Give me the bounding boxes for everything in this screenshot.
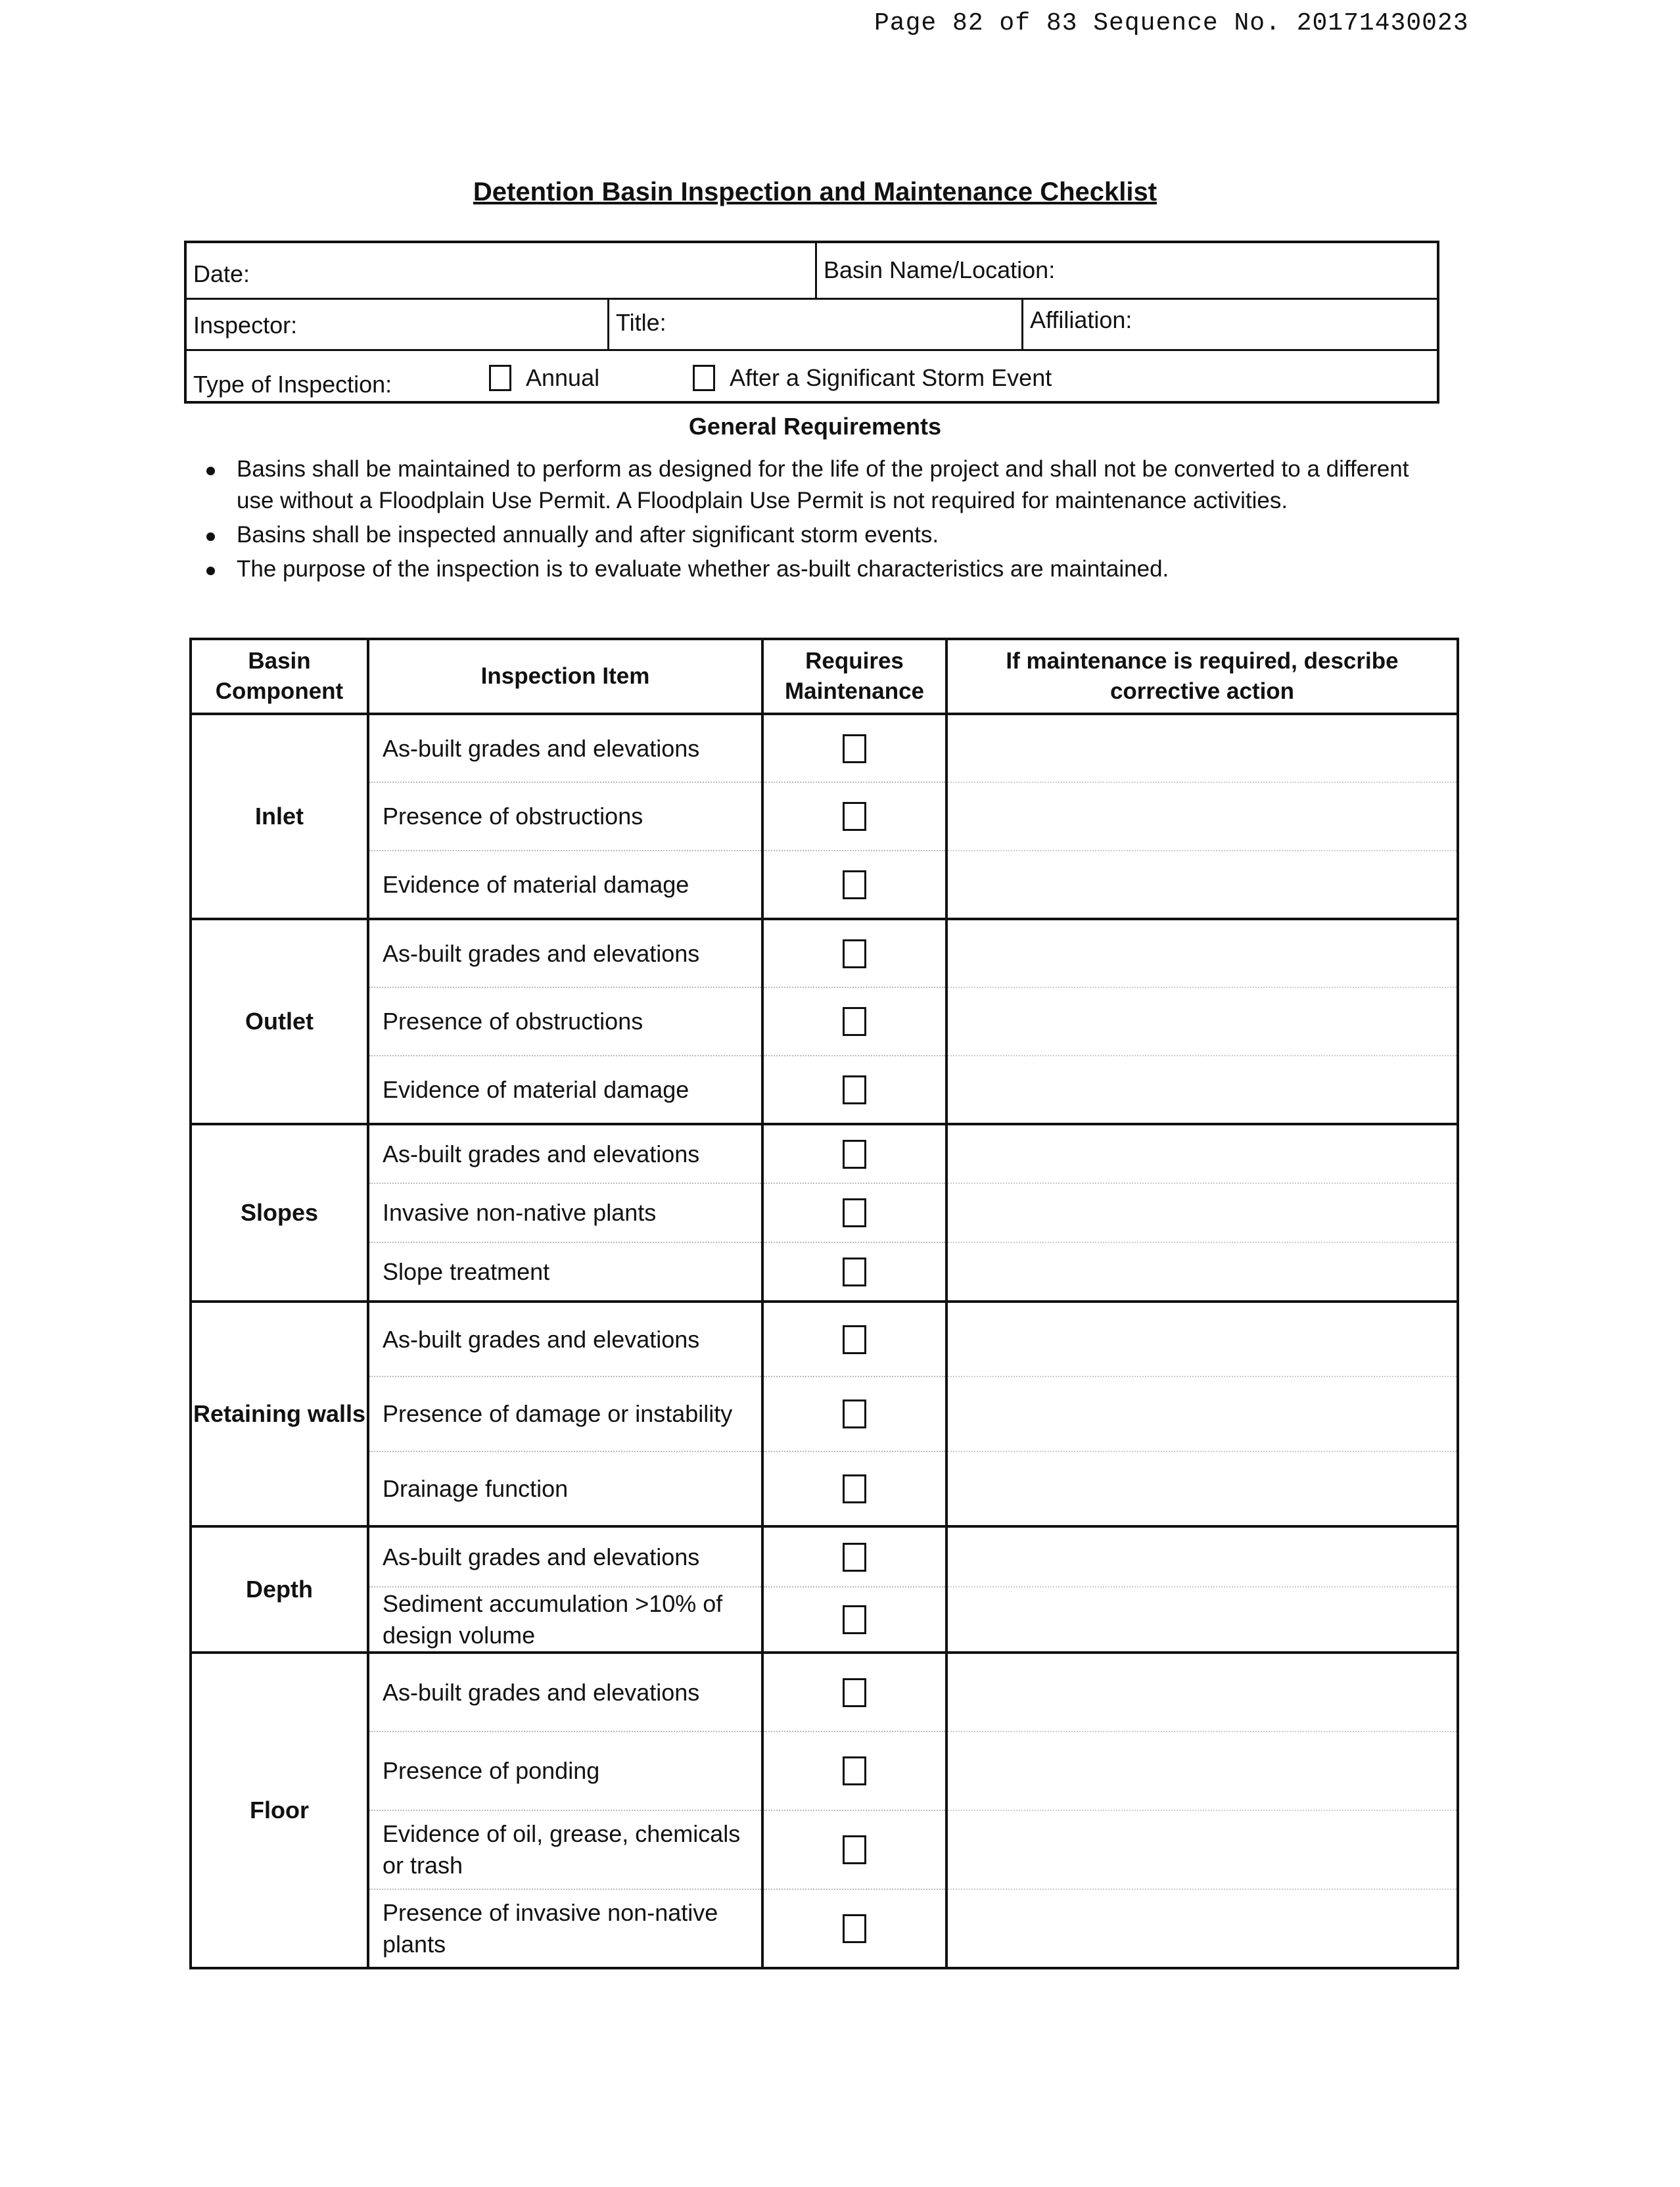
storm-event-label: After a Significant Storm Event bbox=[730, 364, 1052, 392]
corrective-action-field[interactable] bbox=[946, 1242, 1458, 1302]
maintenance-cell bbox=[762, 851, 946, 919]
corrective-action-field[interactable] bbox=[946, 1526, 1458, 1587]
inspection-item: Presence of obstructions bbox=[368, 782, 762, 851]
requires-maintenance-checkbox[interactable] bbox=[843, 1258, 866, 1286]
corrective-action-field[interactable] bbox=[946, 919, 1458, 987]
header-basin-component: Basin Component bbox=[191, 639, 368, 714]
maintenance-cell bbox=[762, 1242, 946, 1302]
basin-location-field[interactable] bbox=[815, 243, 1437, 298]
header-inspection-item: Inspection Item bbox=[368, 639, 762, 714]
title-label: Title: bbox=[616, 309, 666, 336]
table-row bbox=[191, 1731, 1458, 1810]
requires-maintenance-checkbox[interactable] bbox=[843, 802, 866, 831]
requirement-item: Basins shall be maintained to perform as designed for the life of the project and shall not be converted to a different use without a Floodplain Use Permit. A Floodplain Use Permit is not required for maintenance activities. bbox=[197, 454, 1433, 517]
page-title: Detention Basin Inspection and Maintenance Checklist bbox=[473, 177, 1157, 206]
corrective-action-field[interactable] bbox=[946, 1124, 1458, 1183]
inspection-item: Evidence of oil, grease, chemicals or trash bbox=[368, 1810, 762, 1889]
inspection-item: Presence of ponding bbox=[368, 1731, 762, 1810]
header-requires-maintenance: Requires Maintenance bbox=[762, 639, 946, 714]
requirement-item: The purpose of the inspection is to evaluate whether as-built characteristics are maintained. bbox=[197, 553, 1433, 585]
corrective-action-field[interactable] bbox=[946, 1653, 1458, 1731]
maintenance-cell bbox=[762, 714, 946, 782]
general-requirements-heading: General Requirements bbox=[688, 413, 942, 440]
maintenance-cell bbox=[762, 1183, 946, 1242]
date-field[interactable] bbox=[187, 243, 815, 298]
requires-maintenance-checkbox[interactable] bbox=[843, 939, 866, 968]
table-row bbox=[191, 1587, 1458, 1653]
maintenance-cell bbox=[762, 1731, 946, 1810]
maintenance-cell bbox=[762, 782, 946, 851]
inspection-info-form bbox=[184, 241, 1439, 404]
annual-checkbox[interactable] bbox=[489, 365, 511, 391]
maintenance-cell bbox=[762, 1587, 946, 1653]
header-corrective-action: If maintenance is required, describe corrective action bbox=[946, 639, 1458, 714]
corrective-action-field[interactable] bbox=[946, 1302, 1458, 1376]
general-requirements-list bbox=[197, 454, 1433, 588]
table-row bbox=[191, 1810, 1458, 1889]
corrective-action-field[interactable] bbox=[946, 1183, 1458, 1242]
table-row bbox=[191, 851, 1458, 919]
inspection-item: As-built grades and elevations bbox=[368, 1526, 762, 1587]
table-row bbox=[191, 1183, 1458, 1242]
option-annual[interactable] bbox=[489, 363, 599, 392]
requires-maintenance-checkbox[interactable] bbox=[843, 1543, 866, 1572]
maintenance-cell bbox=[762, 1124, 946, 1183]
inspection-item: As-built grades and elevations bbox=[368, 714, 762, 782]
requires-maintenance-checkbox[interactable] bbox=[843, 1756, 866, 1785]
inspection-item: Slope treatment bbox=[368, 1242, 762, 1302]
requires-maintenance-checkbox[interactable] bbox=[843, 1914, 866, 1943]
corrective-action-field[interactable] bbox=[946, 1731, 1458, 1810]
table-row bbox=[191, 782, 1458, 851]
corrective-action-field[interactable] bbox=[946, 987, 1458, 1056]
corrective-action-field[interactable] bbox=[946, 1889, 1458, 1968]
requires-maintenance-checkbox[interactable] bbox=[843, 1678, 866, 1707]
table-row bbox=[191, 1242, 1458, 1302]
corrective-action-field[interactable] bbox=[946, 782, 1458, 851]
maintenance-cell bbox=[762, 1526, 946, 1587]
component-depth: Depth bbox=[191, 1526, 368, 1653]
affiliation-field[interactable] bbox=[1021, 300, 1437, 349]
corrective-action-field[interactable] bbox=[946, 1810, 1458, 1889]
maintenance-cell bbox=[762, 987, 946, 1056]
inspection-type-label: Type of Inspection: bbox=[193, 371, 392, 398]
corrective-action-field[interactable] bbox=[946, 714, 1458, 782]
component-outlet: Outlet bbox=[191, 919, 368, 1124]
inspection-item: Drainage function bbox=[368, 1451, 762, 1526]
inspection-item: As-built grades and elevations bbox=[368, 919, 762, 987]
corrective-action-field[interactable] bbox=[946, 1376, 1458, 1451]
requirement-item: Basins shall be inspected annually and after significant storm events. bbox=[197, 519, 1433, 551]
inspection-item: Invasive non-native plants bbox=[368, 1183, 762, 1242]
table-row bbox=[191, 987, 1458, 1056]
inspection-checklist-table bbox=[189, 638, 1459, 1969]
maintenance-cell bbox=[762, 919, 946, 987]
table-row bbox=[191, 1526, 1458, 1587]
inspection-item: As-built grades and elevations bbox=[368, 1124, 762, 1183]
requires-maintenance-checkbox[interactable] bbox=[843, 1474, 866, 1503]
requires-maintenance-checkbox[interactable] bbox=[843, 734, 866, 763]
inspection-item: Presence of damage or instability bbox=[368, 1376, 762, 1451]
table-row bbox=[191, 714, 1458, 782]
corrective-action-field[interactable] bbox=[946, 1587, 1458, 1653]
inspection-item: Presence of invasive non-native plants bbox=[368, 1889, 762, 1968]
storm-event-checkbox[interactable] bbox=[693, 365, 715, 391]
corrective-action-field[interactable] bbox=[946, 1056, 1458, 1124]
table-header-row bbox=[191, 639, 1458, 714]
requires-maintenance-checkbox[interactable] bbox=[843, 1835, 866, 1864]
requires-maintenance-checkbox[interactable] bbox=[843, 1399, 866, 1428]
requires-maintenance-checkbox[interactable] bbox=[843, 1140, 866, 1169]
page-header: Page 82 of 83 Sequence No. 20171430023 bbox=[874, 9, 1469, 37]
inspection-item: Evidence of material damage bbox=[368, 1056, 762, 1124]
annual-label: Annual bbox=[526, 364, 600, 392]
info-row-inspector bbox=[187, 300, 1437, 351]
table-row bbox=[191, 1302, 1458, 1376]
basin-location-label: Basin Name/Location: bbox=[824, 256, 1056, 283]
table-row bbox=[191, 1056, 1458, 1124]
requires-maintenance-checkbox[interactable] bbox=[843, 1605, 866, 1634]
info-row-type bbox=[187, 351, 1437, 404]
requires-maintenance-checkbox[interactable] bbox=[843, 1198, 866, 1227]
table-row bbox=[191, 919, 1458, 987]
requires-maintenance-checkbox[interactable] bbox=[843, 870, 866, 899]
maintenance-cell bbox=[762, 1302, 946, 1376]
corrective-action-field[interactable] bbox=[946, 851, 1458, 919]
requires-maintenance-checkbox[interactable] bbox=[843, 1007, 866, 1036]
title-field[interactable] bbox=[607, 300, 1021, 349]
maintenance-cell bbox=[762, 1889, 946, 1968]
info-row-date bbox=[187, 243, 1437, 300]
date-label: Date: bbox=[193, 260, 250, 287]
requires-maintenance-checkbox[interactable] bbox=[843, 1075, 866, 1104]
maintenance-cell bbox=[762, 1810, 946, 1889]
table-row bbox=[191, 1653, 1458, 1731]
maintenance-cell bbox=[762, 1376, 946, 1451]
maintenance-cell bbox=[762, 1653, 946, 1731]
inspection-item: As-built grades and elevations bbox=[368, 1653, 762, 1731]
table-row bbox=[191, 1124, 1458, 1183]
option-storm-event[interactable] bbox=[693, 363, 1052, 392]
component-retaining-walls: Retaining walls bbox=[191, 1302, 368, 1526]
inspection-item: As-built grades and elevations bbox=[368, 1302, 762, 1376]
component-inlet: Inlet bbox=[191, 714, 368, 919]
maintenance-cell bbox=[762, 1451, 946, 1526]
table-row bbox=[191, 1376, 1458, 1451]
inspector-label: Inspector: bbox=[193, 312, 298, 339]
inspector-field[interactable] bbox=[187, 300, 607, 349]
corrective-action-field[interactable] bbox=[946, 1451, 1458, 1526]
component-slopes: Slopes bbox=[191, 1124, 368, 1302]
requires-maintenance-checkbox[interactable] bbox=[843, 1325, 866, 1354]
component-floor: Floor bbox=[191, 1653, 368, 1968]
table-row bbox=[191, 1889, 1458, 1968]
inspection-item: Evidence of material damage bbox=[368, 851, 762, 919]
maintenance-cell bbox=[762, 1056, 946, 1124]
affiliation-label: Affiliation: bbox=[1030, 306, 1132, 333]
table-row bbox=[191, 1451, 1458, 1526]
inspection-item: Sediment accumulation >10% of design volume bbox=[368, 1587, 762, 1653]
inspection-item: Presence of obstructions bbox=[368, 987, 762, 1056]
